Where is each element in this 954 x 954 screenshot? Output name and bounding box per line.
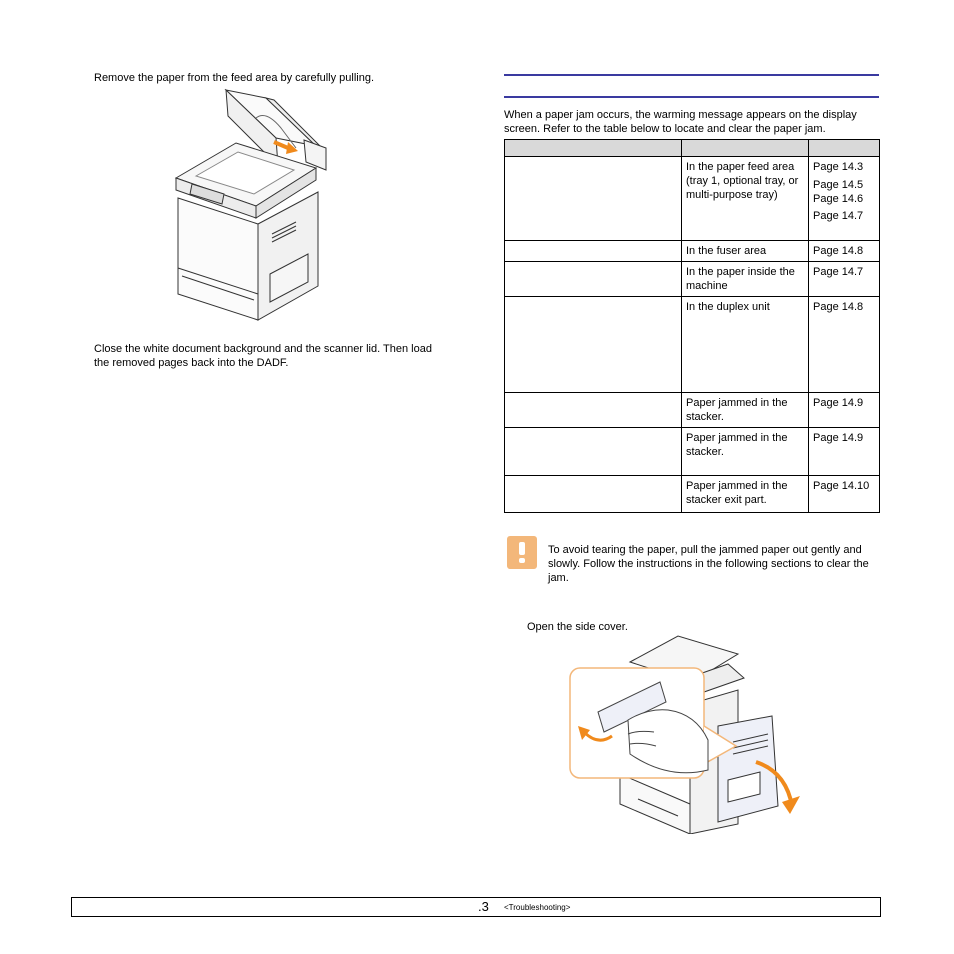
page-footer <box>71 897 881 917</box>
table-cell-location: In the fuser area <box>682 241 809 262</box>
table-cell-pages: Page 14.9 <box>809 393 880 428</box>
caution-text: To avoid tearing the paper, pull the jammed paper out gently and slowly. Follow the instructions in the following sections to clear the jam. <box>548 544 869 584</box>
table-cell-message <box>505 476 682 513</box>
table-cell-pages: Page 14.10 <box>809 476 880 513</box>
table-cell-pages: Page 14.9 <box>809 428 880 476</box>
page-reference: Page 14.6 <box>813 193 864 205</box>
table-cell-message <box>505 297 682 393</box>
page-number: .3 <box>478 899 489 914</box>
table-cell-location: Paper jammed in the stacker. <box>682 393 809 428</box>
table-row <box>505 262 880 297</box>
open-side-cover-illustration <box>568 634 804 834</box>
table-row <box>505 297 880 393</box>
table-cell-message <box>505 428 682 476</box>
table-row <box>505 428 880 476</box>
table-cell-message <box>505 393 682 428</box>
table-header-row <box>505 140 880 157</box>
table-row <box>505 393 880 428</box>
table-header-cell <box>682 140 809 157</box>
table-cell-pages: Page 14.7 <box>809 262 880 297</box>
printer-scanner-open-illustration <box>166 88 332 328</box>
jam-intro-text: When a paper jam occurs, the warming message appears on the display screen. Refer to the table below to locate and clear the paper jam. <box>504 109 857 135</box>
heading-rule-bottom <box>504 96 879 98</box>
table-cell-pages: Page 14.8 <box>809 241 880 262</box>
table-cell-pages <box>809 157 880 241</box>
table-cell-location: In the paper inside the machine <box>682 262 809 297</box>
table-row <box>505 476 880 513</box>
table-row <box>505 157 880 241</box>
table-cell-location: Paper jammed in the stacker. <box>682 428 809 476</box>
step-close-text: Close the white document background and the scanner lid. Then load the removed pages back into the DADF. <box>94 343 432 369</box>
step-open-text: Open the side cover. <box>527 621 628 633</box>
table-header-cell <box>505 140 682 157</box>
page-reference: Page 14.3 <box>813 161 864 173</box>
table-row <box>505 241 880 262</box>
page-reference: Page 14.5 <box>813 179 864 191</box>
page-reference: Page 14.7 <box>813 210 864 222</box>
table-cell-location: In the duplex unit <box>682 297 809 393</box>
jam-location-table <box>504 139 880 513</box>
table-cell-location: Paper jammed in the stacker exit part. <box>682 476 809 513</box>
table-cell-message <box>505 241 682 262</box>
table-cell-pages: Page 14.8 <box>809 297 880 393</box>
table-cell-message <box>505 157 682 241</box>
table-header-cell <box>809 140 880 157</box>
table-cell-message <box>505 262 682 297</box>
heading-rule-top <box>504 74 879 76</box>
table-cell-location: In the paper feed area (tray 1, optional tray, or multi-purpose tray) <box>682 157 809 241</box>
step-remove-text: Remove the paper from the feed area by carefully pulling. <box>94 72 375 84</box>
section-label: <Troubleshooting> <box>504 903 571 912</box>
caution-icon <box>507 536 537 569</box>
